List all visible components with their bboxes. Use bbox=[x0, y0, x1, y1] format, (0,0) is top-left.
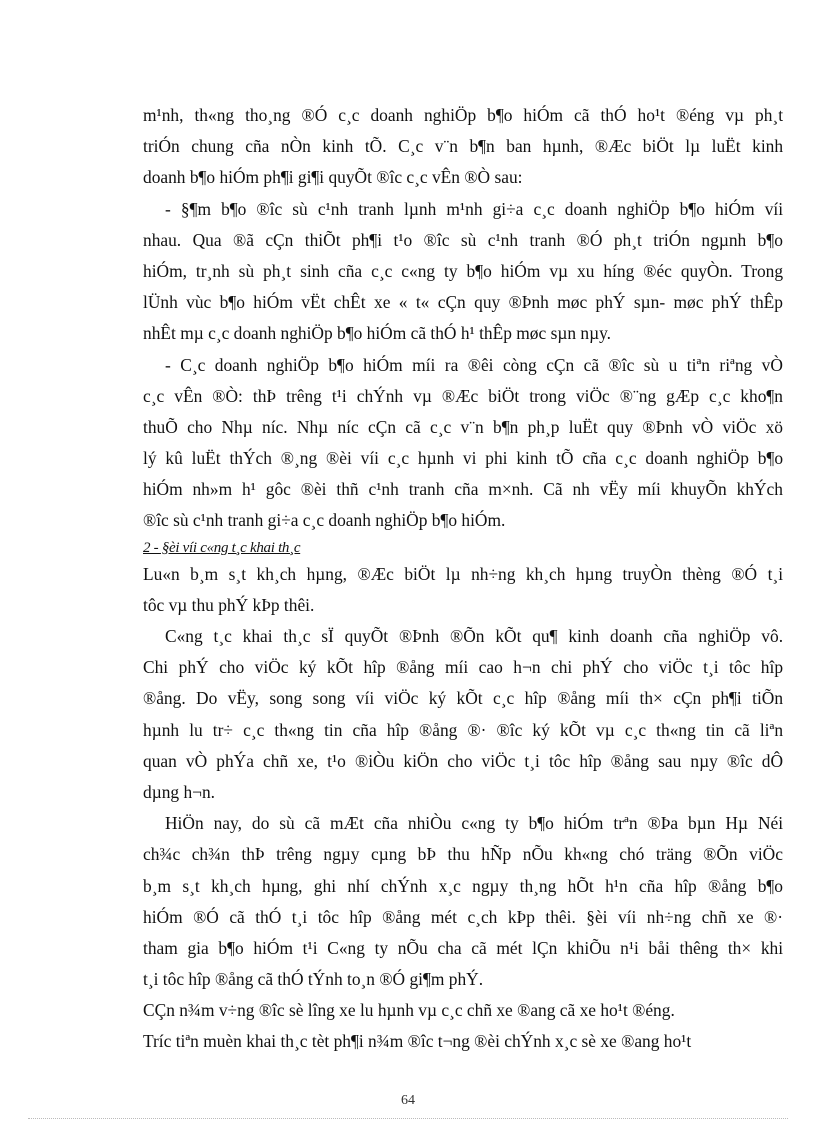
text-line: c¸c vÊn ®Ò: thÞ trêng t¹i chÝnh vµ ®Æc biÖt trong viÖc ®¨ng gÆp c¸c kho¶n bbox=[143, 385, 783, 406]
text-line: lÜnh vùc b¶o hiÓm vËt chÊt xe « t« cÇn quy ®Þnh møc phÝ sµn- møc phÝ thÊp bbox=[143, 292, 783, 313]
text-line: Chi phÝ cho viÖc ký kÕt hîp ®ång míi cao h¬n chi phÝ cho viÖc t¸i tôc hîp bbox=[143, 657, 783, 678]
text-line: hiÓm ®Ó cã thÓ t¸i tôc hîp ®ång mét c¸ch kÞp thêi. §èi víi nh÷ng chñ xe ®· bbox=[143, 906, 783, 927]
text-line: m¹nh, th«ng tho¸ng ®Ó c¸c doanh nghiÖp b¶o hiÓm cã thÓ ho¹t ®éng vµ ph¸t bbox=[143, 105, 783, 125]
text-line: tôc vµ thu phÝ kÞp thêi. bbox=[143, 594, 315, 615]
text-line: C«ng t¸c khai th¸c sÏ quyÕt ®Þnh ®Õn kÕt qu¶ kinh doanh cña nghiÖp vô. bbox=[165, 626, 783, 646]
text-line: tham gia b¶o hiÓm t¹i C«ng ty nÕu cha cã mét lÇn khiÕu n¹i båi thêng th× khi bbox=[143, 937, 783, 958]
text-line: ®ång. Do vËy, song song víi viÖc ký kÕt c¸c hîp ®ång míi th× cÇn ph¶i tiÕn bbox=[143, 688, 783, 709]
text-line: - C¸c doanh nghiÖp b¶o hiÓm míi ra ®êi còng cÇn cã ®îc sù u tiªn riªng vÒ bbox=[165, 354, 783, 375]
body-text bbox=[143, 100, 783, 1058]
text-line: Tríc tiªn muèn khai th¸c tèt ph¶i n¾m ®îc t¬ng ®èi chÝnh x¸c sè xe ®ang ho¹t bbox=[143, 1031, 692, 1052]
text-line: dµng h¬n. bbox=[143, 781, 215, 802]
text-line: triÓn chung cña nÒn kinh tÕ. C¸c v¨n b¶n ban hµnh, ®Æc biÖt lµ luËt kinh bbox=[143, 136, 783, 157]
text-line: quan vÒ phÝa chñ xe, t¹o ®iÒu kiÖn cho viÖc t¸i tôc hîp ®ång sau nµy ®îc dÔ bbox=[143, 750, 783, 771]
section-heading: 2 - §èi víi c«ng t¸c khai th¸c bbox=[143, 539, 301, 556]
text-line: HiÖn nay, do sù cã mÆt cña nhiÒu c«ng ty b¶o hiÓm trªn ®Þa bµn Hµ Néi bbox=[165, 813, 783, 834]
text-line: nhau. Qua ®ã cÇn thiÕt ph¶i t¹o ®îc sù c¹nh tranh ®Ó ph¸t triÓn ngµnh b¶o bbox=[143, 229, 783, 250]
text-line: CÇn n¾m v÷ng ®îc sè lîng xe lu hµnh vµ c¸c chñ xe ®ang cã xe ho¹t ®éng. bbox=[143, 1000, 675, 1021]
text-line: - §¶m b¶o ®îc sù c¹nh tranh lµnh m¹nh gi÷a c¸c doanh nghiÖp b¶o hiÓm víi bbox=[165, 198, 783, 219]
text-line: ch¾c ch¾n thÞ trêng ngµy cµng bÞ thu hÑp nÕu kh«ng chó träng ®Õn viÖc bbox=[143, 844, 783, 865]
text-line: hµnh lu tr÷ c¸c th«ng tin cña hîp ®ång ®· ®îc ký kÕt vµ c¸c th«ng tin cã liªn bbox=[143, 719, 783, 740]
text-line: hiÓm, tr¸nh sù ph¸t sinh cña c¸c c«ng ty b¶o hiÓm vµ xu híng ®éc quyÒn. Trong bbox=[143, 260, 783, 281]
page-number: 64 bbox=[401, 1093, 415, 1108]
text-line: nhÊt mµ c¸c doanh nghiÖp b¶o hiÓm cã thÓ h¹ thÊp møc sµn nµy. bbox=[143, 323, 612, 344]
footer-divider bbox=[28, 1118, 788, 1119]
text-line: thuÕ cho Nhµ níc. Nhµ níc cÇn cã c¸c v¨n b¶n ph¸p luËt quy ®Þnh vÒ viÖc xö bbox=[143, 416, 783, 437]
text-line: doanh b¶o hiÓm ph¶i gi¶i quyÕt ®îc c¸c vÊn ®Ò sau: bbox=[143, 167, 523, 188]
text-line: ®îc sù c¹nh tranh gi÷a c¸c doanh nghiÖp b¶o hiÓm. bbox=[143, 510, 506, 531]
text-line: hiÓm nh»m h¹ gôc ®èi thñ c¹nh tranh cña m×nh. Cã nh vËy míi khuyÕn khÝch bbox=[143, 479, 783, 500]
text-line: b¸m s¸t kh¸ch hµng, ghi nhí chÝnh x¸c ngµy th¸ng hÕt h¹n cña hîp ®ång b¶o bbox=[143, 875, 783, 896]
text-line: lý kû luËt thÝch ®¸ng ®èi víi c¸c hµnh vi phi kinh tÕ cña c¸c doanh nghiÖp b¶o bbox=[143, 448, 783, 469]
text-line: Lu«n b¸m s¸t kh¸ch hµng, ®Æc biÖt lµ nh÷ng kh¸ch hµng truyÒn thèng ®Ó t¸i bbox=[143, 563, 783, 584]
text-line: t¸i tôc hîp ®ång cã thÓ tÝnh to¸n ®Ó gi¶m phÝ. bbox=[143, 969, 484, 990]
